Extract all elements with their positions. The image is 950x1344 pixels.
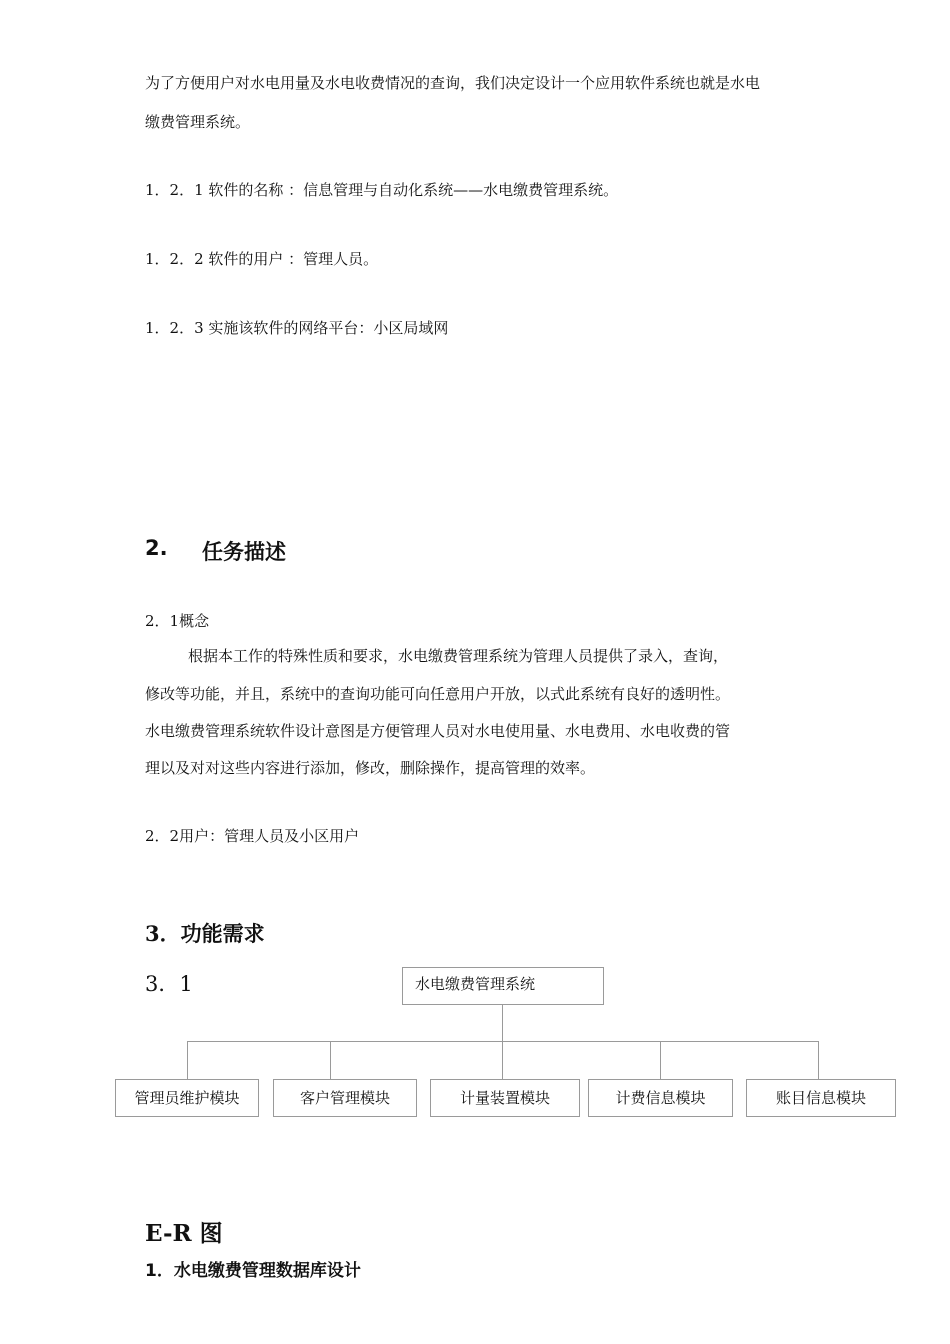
er-diagram-title: E-R 图 [145, 1220, 223, 1247]
connector-horizontal [187, 1041, 819, 1042]
connector-drop-4 [660, 1041, 661, 1079]
connector-drop-2 [330, 1041, 331, 1079]
paragraph-line-3: 水电缴费管理系统软件设计意图是方便管理人员对水电使用量、水电费用、水电收费的管 [145, 722, 731, 740]
section-2-title: 任务描述 [202, 540, 286, 564]
intro-line-2: 缴费管理系统。 [145, 113, 251, 131]
er-subheading: 1．水电缴费管理数据库设计 [145, 1261, 361, 1281]
module-box-customer: 客户管理模块 [273, 1079, 417, 1117]
item-software-name: 1．2．1 软件的名称 ：信息管理与自动化系统——水电缴费管理系统。 [145, 181, 619, 199]
paragraph-line-1: 根据本工作的特殊性质和要求，水电缴费管理系统为管理人员提供了录入，查询， [188, 647, 729, 665]
item-software-user: 1．2．2 软件的用户 ：管理人员。 [145, 250, 379, 268]
connector-drop-1 [187, 1041, 188, 1079]
intro-line-1: 为了方便用户对水电用量及水电收费情况的查询，我们决定设计一个应用软件系统也就是水电 [145, 74, 761, 92]
section-2-1-heading: 2．1概念 [145, 612, 210, 630]
section-3-title: 3．功能需求 [145, 921, 265, 946]
module-box-accounts: 账目信息模块 [746, 1079, 896, 1117]
section-3-1-heading: 3．1 [145, 972, 193, 996]
module-box-billing: 计费信息模块 [588, 1079, 733, 1117]
item-network-platform: 1．2．3 实施该软件的网络平台：小区局域网 [145, 319, 449, 337]
module-box-meter: 计量装置模块 [430, 1079, 580, 1117]
paragraph-line-4: 理以及对对这些内容进行添加，修改，删除操作，提高管理的效率。 [145, 759, 596, 777]
section-2-2-users: 2．2用户：管理人员及小区用户 [145, 827, 360, 845]
diagram-root-box: 水电缴费管理系统 [402, 967, 604, 1005]
connector-drop-5 [818, 1041, 819, 1079]
paragraph-line-2: 修改等功能，并且，系统中的查询功能可向任意用户开放，以式此系统有良好的透明性。 [145, 685, 731, 703]
connector-drop-3 [502, 1041, 503, 1079]
section-2-number: 2. [145, 536, 168, 560]
connector-root-vertical [502, 1005, 503, 1042]
module-box-admin: 管理员维护模块 [115, 1079, 259, 1117]
